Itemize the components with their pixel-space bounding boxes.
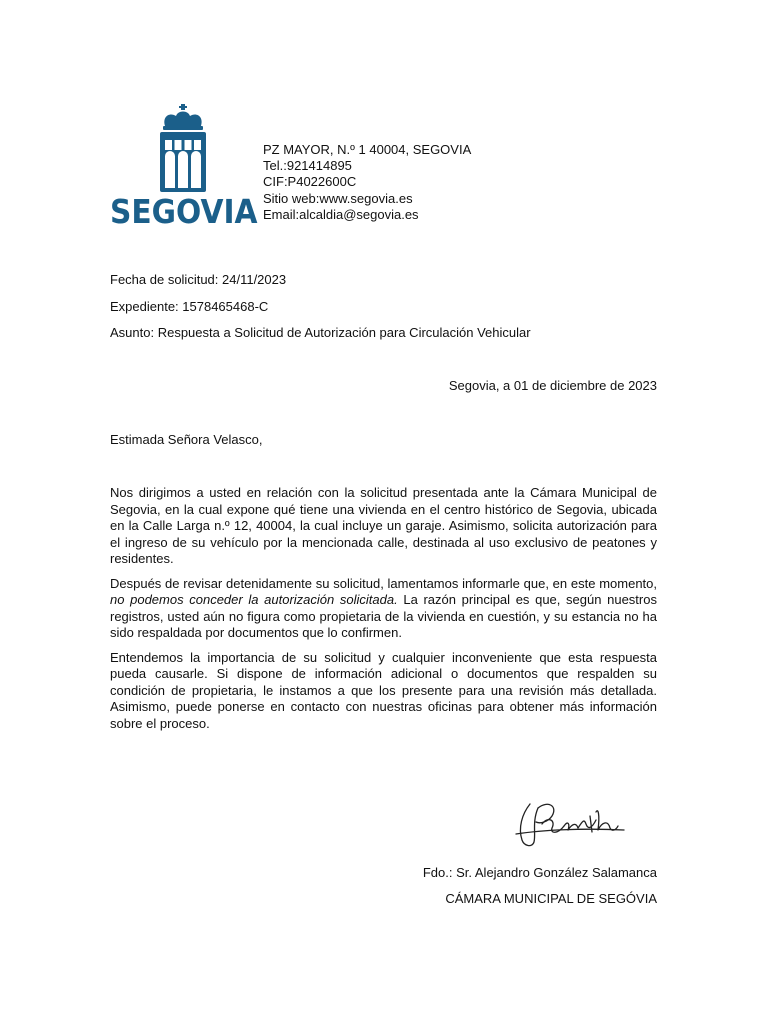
- paragraph-1: Nos dirigimos a usted en relación con la solicitud presentada ante la Cámara Municipal de Segovia, en la cual expone qué tiene una vivienda en el centro histórico de Segovia, ubicada en la Calle Larga n.º 12, 40004, la cual incluye un garaje. Asimismo, solicita autorización para el ingreso de su vehículo por la mencionada calle, destinada al uso exclusivo de peatones y residentes.: [110, 485, 657, 566]
- subject-line: Asunto: Respuesta a Solicitud de Autorización para Circulación Vehicular: [110, 325, 531, 340]
- segovia-logo: [110, 104, 256, 234]
- handwritten-signature: [512, 794, 636, 852]
- signer-name: Fdo.: Sr. Alejandro González Salamanca: [422, 865, 657, 880]
- phone-line: Tel.:921414895: [263, 158, 352, 174]
- email-line: Email:alcaldia@segovia.es: [263, 206, 419, 222]
- request-date: Fecha de solicitud: 24/11/2023: [110, 272, 287, 287]
- greeting: Estimada Señora Velasco,: [110, 432, 263, 447]
- paragraph-2: Después de revisar detenidamente su solicitud, lamentamos informarle que, en este momento, no podemos conceder la autorización solicitada. La razón principal es que, según nuestros registros, usted aún no figura como propietaria de la vivienda en cuestión, y su estancia no ha sido respaldada por documentos que lo confirmen.: [110, 575, 657, 640]
- file-number: Expediente: 1578465468-C: [110, 299, 269, 314]
- cif-line: CIF:P4022600C: [263, 174, 357, 190]
- letter-body: [110, 485, 657, 740]
- letter-date: Segovia, a 01 de diciembre de 2023: [448, 378, 657, 393]
- website-line: Sitio web:www.segovia.es: [263, 190, 413, 206]
- logo-wordmark: SEGOVIA: [110, 192, 258, 231]
- letterhead-contact: [263, 142, 471, 223]
- paragraph-3: Entendemos la importancia de su solicitud y cualquier inconveniente que esta respuesta pueda causarle. Si dispone de información adicional o documentos que respalden su condición de propietaria, le instamos a que los presente para una revisión más detallada. Asimismo, puede ponerse en contacto con nuestras oficinas para obtener más información sobre el proceso.: [110, 649, 657, 731]
- address-line: PZ MAYOR, N.º 1 40004, SEGOVIA: [263, 142, 472, 157]
- denial-phrase: no podemos conceder la autorización solicitada.: [110, 592, 398, 607]
- crown-aqueduct-icon: [110, 104, 256, 194]
- signer-organization: CÁMARA MUNICIPAL DE SEGÓVIA: [445, 891, 657, 906]
